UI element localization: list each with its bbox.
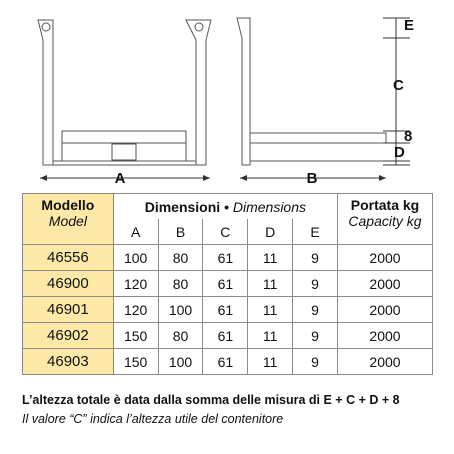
total-height-note: L’altezza totale è data dalla somma delle misura di E + C + D + 8 xyxy=(22,393,400,407)
capacity-header-it: Portata kg xyxy=(350,197,420,213)
dim-label-c: C xyxy=(393,77,404,94)
value-b: 80 xyxy=(158,245,203,271)
dim-label-e: E xyxy=(404,17,415,34)
front-crossbar xyxy=(62,131,186,143)
value-e: 9 xyxy=(293,245,338,271)
col-header-c: C xyxy=(203,219,248,245)
dim-label-a: A xyxy=(114,170,126,187)
side-post xyxy=(237,18,250,165)
dimensions-header-it: Dimensioni xyxy=(144,198,221,215)
table-row xyxy=(23,245,433,271)
capacity-cell: 2000 xyxy=(337,349,432,375)
value-e: 9 xyxy=(293,297,338,323)
front-bottom-block xyxy=(112,144,136,160)
col-header-a: A xyxy=(113,219,158,245)
table-row xyxy=(23,271,433,297)
col-header-d: D xyxy=(248,219,293,245)
value-e: 9 xyxy=(293,323,338,349)
table-row xyxy=(23,349,433,375)
model-cell: 46901 xyxy=(23,297,114,323)
value-a: 120 xyxy=(113,271,158,297)
value-d: 11 xyxy=(248,297,293,323)
value-b: 100 xyxy=(158,297,203,323)
value-d: 11 xyxy=(248,271,293,297)
table-row xyxy=(23,297,433,323)
value-b: 80 xyxy=(158,323,203,349)
dimensions-separator: • xyxy=(224,198,229,215)
value-d: 11 xyxy=(248,245,293,271)
capacity-cell: 2000 xyxy=(337,271,432,297)
front-left-hole xyxy=(42,23,50,31)
col-header-b: B xyxy=(158,219,203,245)
front-bottom-rail xyxy=(53,161,196,165)
model-header xyxy=(23,194,114,245)
capacity-cell: 2000 xyxy=(337,245,432,271)
dim-label-b: B xyxy=(306,170,318,187)
table-row xyxy=(23,323,433,349)
technical-drawing xyxy=(0,0,454,192)
value-c: 61 xyxy=(203,323,248,349)
value-a: 150 xyxy=(113,349,158,375)
model-cell: 46903 xyxy=(23,349,114,375)
model-header-en: Model xyxy=(48,213,87,229)
value-b: 80 xyxy=(158,271,203,297)
value-e: 9 xyxy=(293,349,338,375)
capacity-header-en: Capacity kg xyxy=(348,213,422,229)
usable-height-note: Il valore “C” indica l’altezza utile del contenitore xyxy=(22,412,284,426)
front-right-post xyxy=(186,20,211,165)
value-a: 150 xyxy=(113,323,158,349)
model-cell: 46902 xyxy=(23,323,114,349)
dimensions-header xyxy=(113,194,337,220)
capacity-cell: 2000 xyxy=(337,297,432,323)
spec-table xyxy=(22,193,433,375)
dim-label-8: 8 xyxy=(404,128,413,145)
value-c: 61 xyxy=(203,349,248,375)
value-b: 100 xyxy=(158,349,203,375)
side-crossbar xyxy=(250,133,386,143)
capacity-cell: 2000 xyxy=(337,323,432,349)
model-cell: 46556 xyxy=(23,245,114,271)
front-right-hole xyxy=(195,23,203,31)
header-row xyxy=(23,194,433,220)
model-header-it: Modello xyxy=(41,197,95,213)
value-d: 11 xyxy=(248,323,293,349)
model-cell: 46900 xyxy=(23,271,114,297)
col-header-e: E xyxy=(293,219,338,245)
dim-label-d: D xyxy=(394,144,405,161)
value-c: 61 xyxy=(203,297,248,323)
value-e: 9 xyxy=(293,271,338,297)
value-c: 61 xyxy=(203,271,248,297)
value-a: 100 xyxy=(113,245,158,271)
capacity-header xyxy=(337,194,432,245)
dimensions-header-en: Dimensions xyxy=(232,198,306,215)
dimension-lines xyxy=(40,18,413,178)
value-c: 61 xyxy=(203,245,248,271)
value-d: 11 xyxy=(248,349,293,375)
value-a: 120 xyxy=(113,297,158,323)
front-left-post xyxy=(38,20,53,165)
